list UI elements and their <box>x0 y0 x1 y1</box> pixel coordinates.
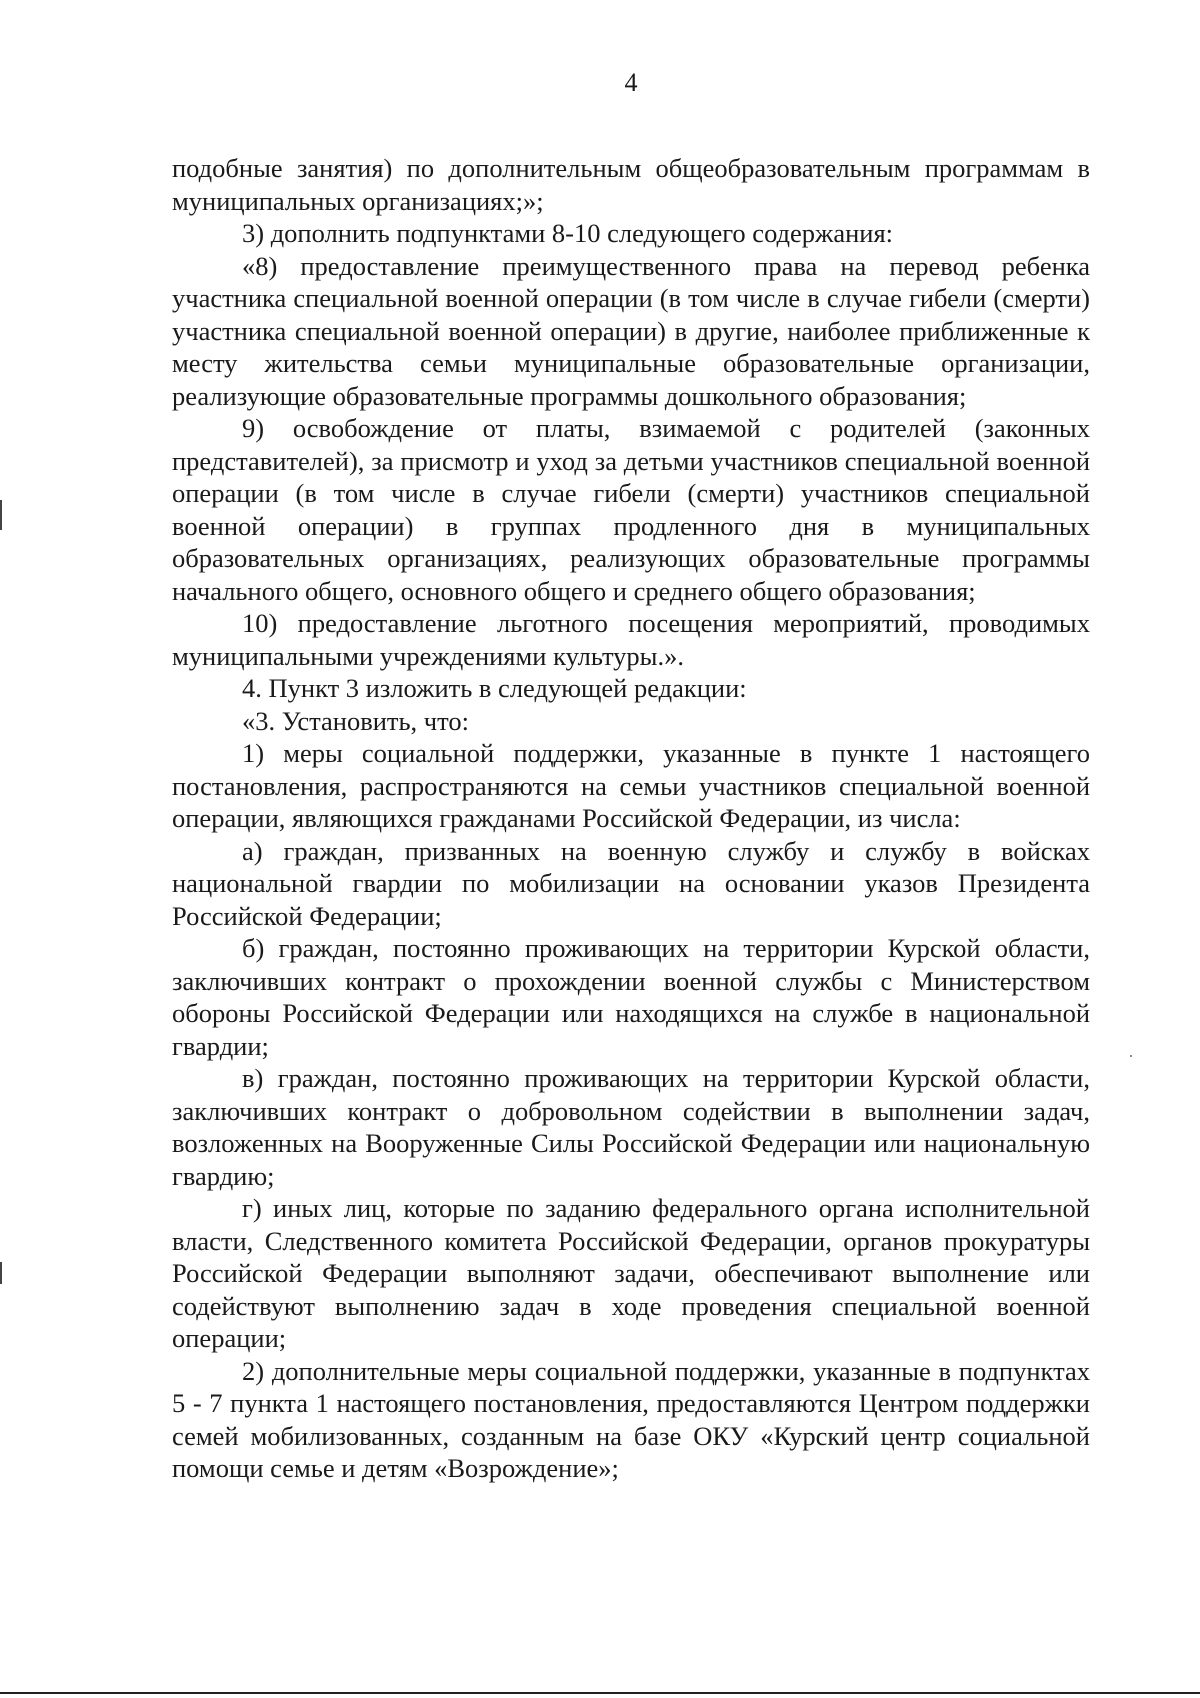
scan-speck <box>1130 1055 1132 1057</box>
paragraph-item-4: 4. Пункт 3 изложить в следующей редакции: <box>242 673 747 703</box>
paragraph-subitem-8: «8) предоставление преимущественного права на перевод ребенка участника специальной военной операции (в том числе в случае гибели (смерти) участника специальной военной операции) в другие, наиболее приближенные к месту жительства семьи муниципальные образовательные организации, реализующие образовательные программы дошкольного образования; <box>172 250 1090 411</box>
scan-edge-mark <box>0 1262 2 1284</box>
paragraph-subclause-v: в) граждан, постоянно проживающих на территории Курской области, заключивших контракт о добровольном содействии в выполнении задач, возложенных на Вооруженные Силы Российской Федерации или национальную гвардию; <box>172 1063 1090 1191</box>
paragraph-clause-3-1: 1) меры социальной поддержки, указанные в пункте 1 настоящего постановления, распространяются на семьи участников специальной военной операции, являющихся гражданами Российской Федерации, из числа: <box>172 738 1090 833</box>
document-body <box>172 152 1090 1485</box>
paragraph-subclause-a: а) граждан, призванных на военную службу и службу в войсках национальной гвардии по мобилизации на основании указов Президента Российской Федерации; <box>172 835 1090 931</box>
page-number: 4 <box>624 68 638 97</box>
paragraph-subclause-b: б) граждан, постоянно проживающих на территории Курской области, заключивших контракт о прохождении военной службы с Министерством обороны Российской Федерации или находящихся на службе в национальной гвардии; <box>172 933 1090 1061</box>
paragraph-item-3: 3) дополнить подпунктами 8-10 следующего содержания: <box>242 218 894 248</box>
scan-edge-mark <box>0 500 2 530</box>
paragraph-subitem-10: 10) предоставление льготного посещения мероприятий, проводимых муниципальными учреждениями культуры.». <box>172 608 1090 671</box>
scan-bottom-edge <box>0 1692 1200 1694</box>
paragraph-subitem-9: 9) освобождение от платы, взимаемой с родителей (законных представителей), за присмотр и уход за детьми участников специальной военной операции (в том числе в случае гибели (смерти) участников специальной военной операции) в группах продленного дня в муниципальных образовательных организациях, реализующих образовательные программы начального общего, основного общего и среднего общего образования; <box>172 413 1090 606</box>
paragraph-clause-3-2: 2) дополнительные меры социальной поддержки, указанные в подпунктах 5 - 7 пункта 1 настоящего постановления, предоставляются Центром поддержки семей мобилизованных, созданным на базе ОКУ «Курский центр социальной помощи семье и детям «Возрождение»; <box>172 1355 1090 1483</box>
paragraph-clause-3: «3. Установить, что: <box>242 705 469 736</box>
paragraph-subclause-g: г) иных лиц, которые по заданию федерального органа исполнительной власти, Следственного комитета Российской Федерации, органов прокуратуры Российской Федерации выполняют задачи, обеспечивают выполнение или содействуют выполнению задач в ходе проведения специальной военной операции; <box>172 1193 1090 1353</box>
paragraph-continuation: подобные занятия) по дополнительным общеобразовательным программам в муниципальных организациях;»; <box>172 153 1090 216</box>
